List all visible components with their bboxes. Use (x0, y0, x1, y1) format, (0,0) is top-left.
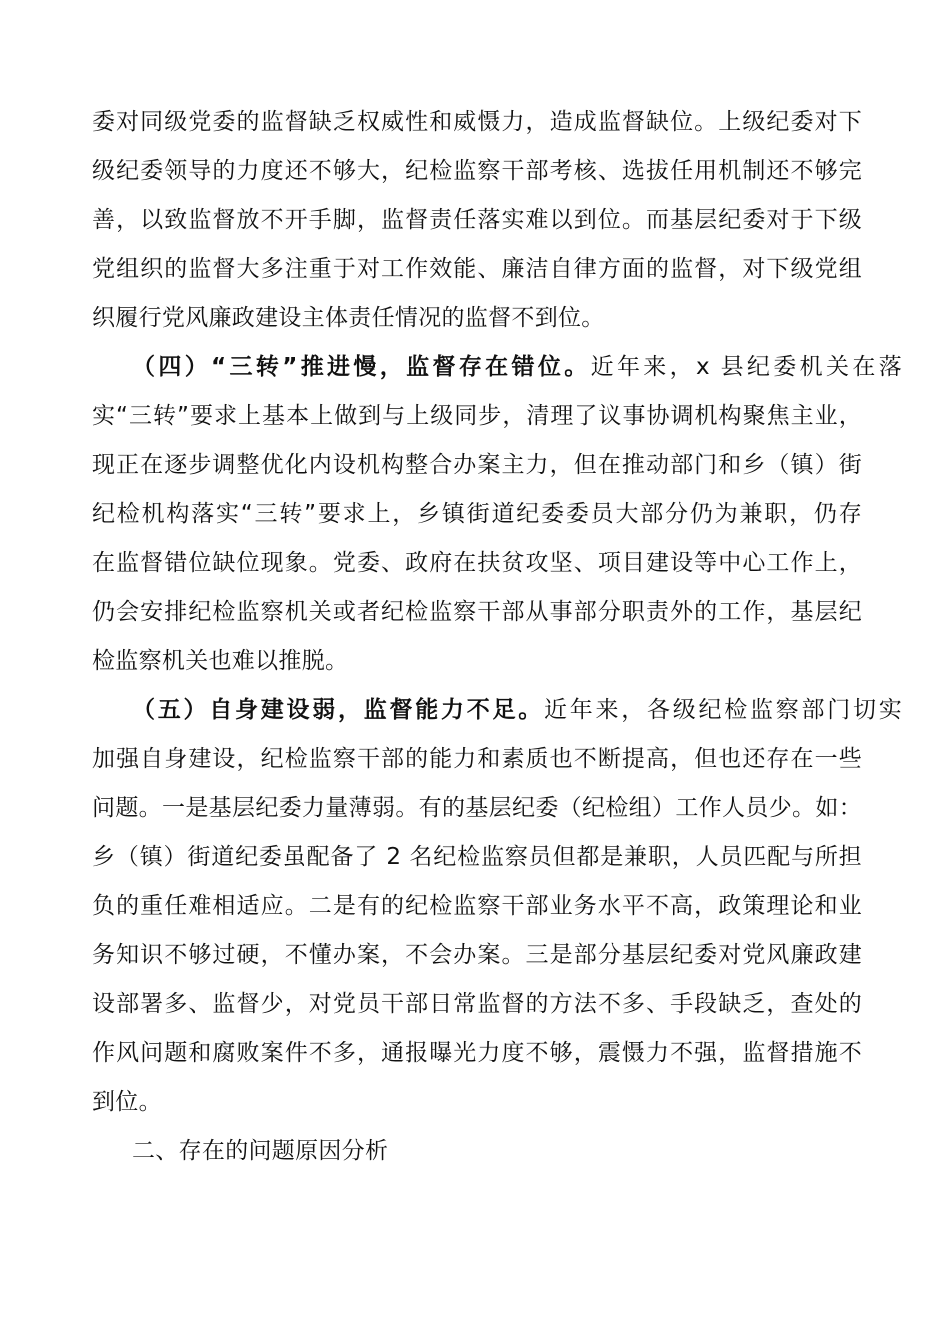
text-line: 实“三转”要求上基本上做到与上级同步，清理了议事协调机构聚焦主业， (92, 403, 862, 429)
section-heading-line (92, 690, 902, 730)
text-line: 负的重任难相适应。二是有的纪检监察干部业务水平不高，政策理论和业 (92, 893, 862, 919)
text-line: 委对同级党委的监督缺乏权威性和威慑力，造成监督缺位。上级纪委对下 (92, 109, 862, 135)
text-line: 检监察机关也难以推脱。 (92, 648, 349, 674)
section-heading-four: （四）“三转”推进慢，监督存在错位。 (132, 354, 591, 380)
text-line: 务知识不够过硬，不懂办案，不会办案。三是部分基层纪委对党风廉政建 (92, 942, 862, 968)
text-run: 近年来，各级纪检监察部门切实 (543, 697, 902, 723)
text-line: 善，以致监督放不开手脚，监督责任落实难以到位。而基层纪委对于下级 (92, 207, 862, 233)
section-heading-five: （五）自身建设弱，监督能力不足。 (132, 697, 544, 723)
text-line: 级纪委领导的力度还不够大，纪检监察干部考核、选拔任用机制还不够完 (92, 158, 862, 184)
text-line: 问题。一是基层纪委力量薄弱。有的基层纪委（纪检组）工作人员少。如： (92, 795, 862, 821)
text-line: 在监督错位缺位现象。党委、政府在扶贫攻坚、项目建设等中心工作上， (92, 550, 862, 576)
text-line: 到位。 (92, 1089, 162, 1115)
text-line: 加强自身建设，纪检监察干部的能力和素质也不断提高，但也还存在一些 (92, 746, 862, 772)
text-run: 近年来，x 县纪委机关在落 (590, 354, 902, 380)
text-line: 作风问题和腐败案件不多，通报曝光力度不够，震慑力不强，监督措施不 (92, 1040, 862, 1066)
text-line: 纪检机构落实“三转”要求上，乡镇街道纪委委员大部分仍为兼职，仍存 (92, 501, 862, 527)
text-line: 仍会安排纪检监察机关或者纪检监察干部从事部分职责外的工作，基层纪 (92, 599, 862, 625)
section-heading-line (92, 347, 902, 387)
text-line: 乡（镇）街道纪委虽配备了 2 名纪检监察员但都是兼职，人员匹配与所担 (92, 844, 862, 870)
chapter-heading: 二、存在的问题原因分析 (132, 1138, 389, 1164)
text-line: 设部署多、监督少，对党员干部日常监督的方法不多、手段缺乏，查处的 (92, 991, 862, 1017)
text-line: 织履行党风廉政建设主体责任情况的监督不到位。 (92, 305, 605, 331)
text-line: 现正在逐步调整优化内设机构整合办案主力，但在推动部门和乡（镇）街 (92, 452, 862, 478)
text-line: 党组织的监督大多注重于对工作效能、廉洁自律方面的监督，对下级党组 (92, 256, 862, 282)
